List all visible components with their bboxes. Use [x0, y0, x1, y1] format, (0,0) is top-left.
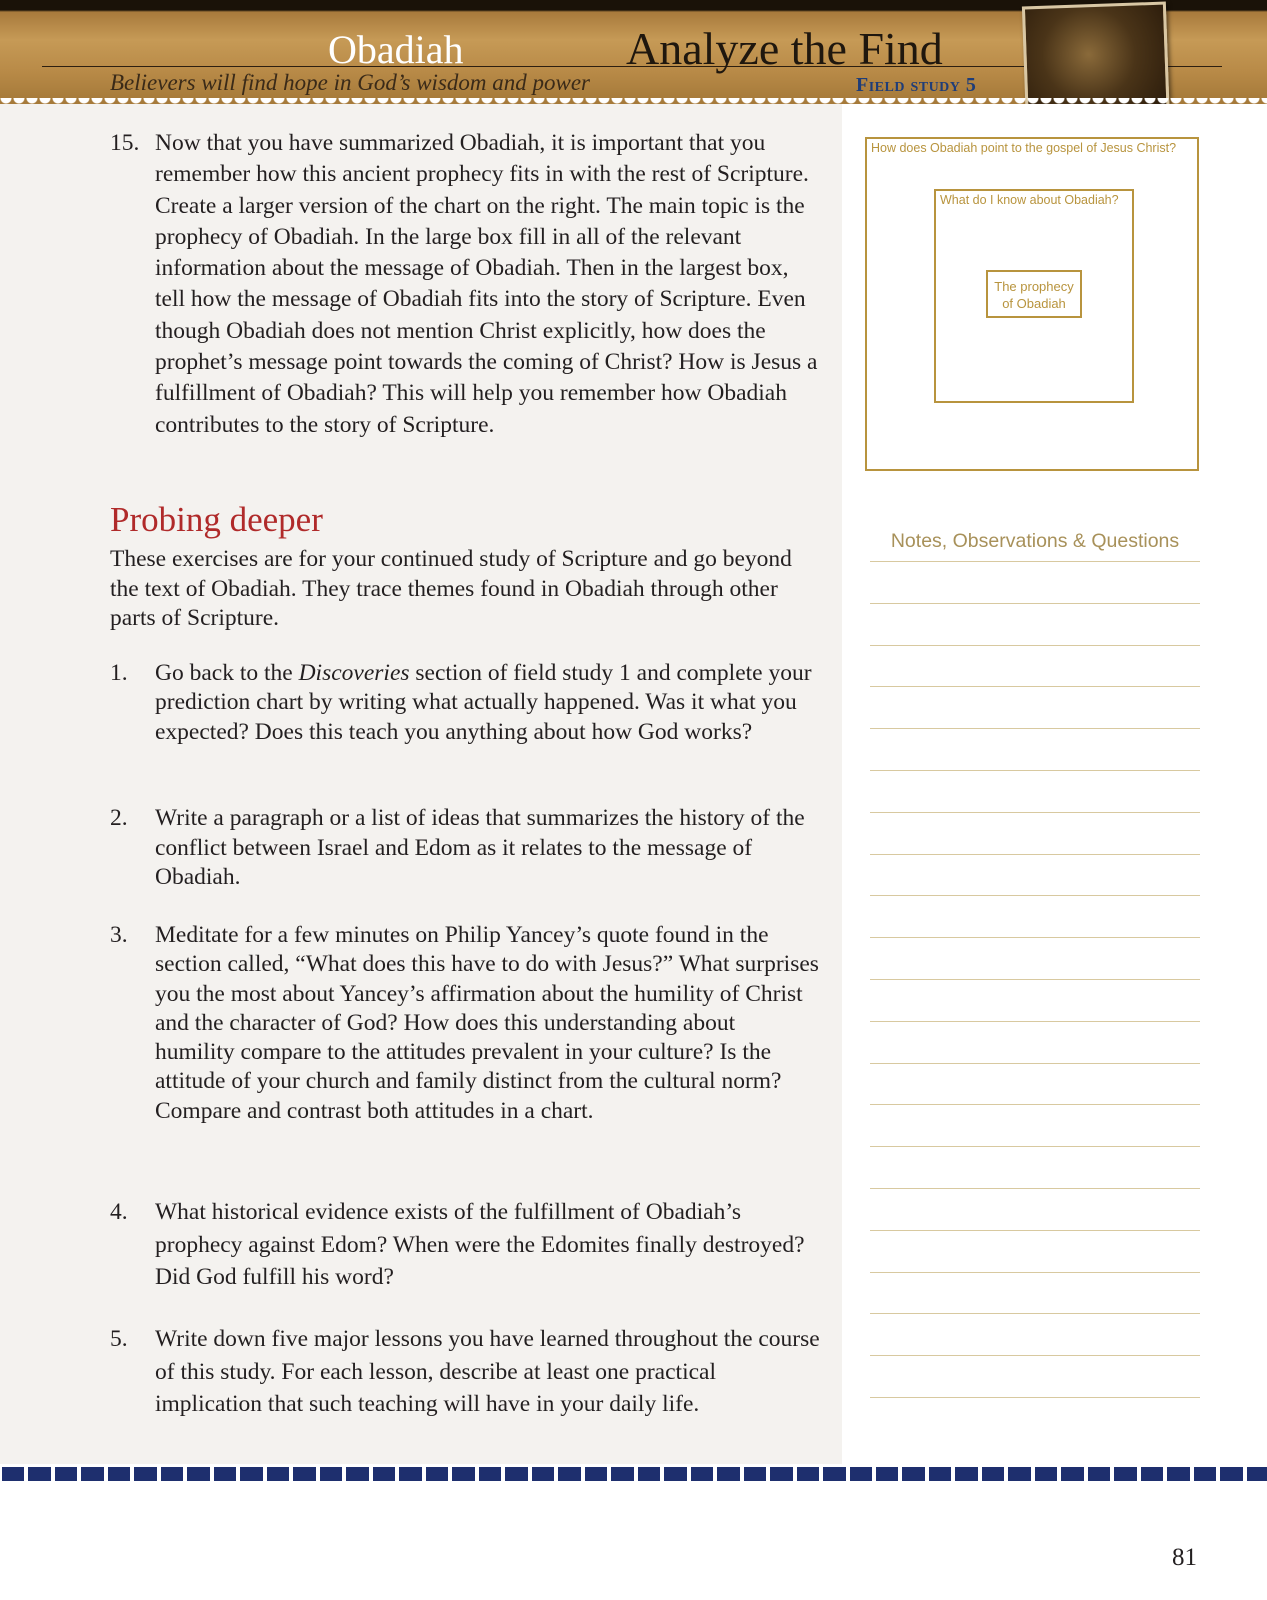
- note-line: [870, 937, 1200, 938]
- notes-title: Notes, Observations & Questions: [890, 530, 1180, 552]
- probing-intro: These exercises are for your continued study of Scripture and go beyond the text of Obadiah. They trace themes found in Obadiah through other parts of Scripture.: [110, 546, 792, 631]
- note-line: [870, 812, 1200, 813]
- note-line: [870, 854, 1200, 855]
- exercise-number: 4.: [110, 1199, 128, 1225]
- footer-dash-border: [0, 1467, 1267, 1483]
- header-photo: [1022, 2, 1170, 104]
- dash-segment: [902, 1467, 924, 1481]
- dash-segment: [214, 1467, 236, 1481]
- note-line: [870, 603, 1200, 604]
- chart-inner-box: [986, 270, 1082, 318]
- note-line: [870, 770, 1200, 771]
- note-line: [870, 1272, 1200, 1273]
- note-line: [870, 895, 1200, 896]
- dash-segment: [55, 1467, 77, 1481]
- note-line: [870, 1313, 1200, 1314]
- dash-segment: [876, 1467, 898, 1481]
- dash-segment: [770, 1467, 792, 1481]
- dash-segment: [1114, 1467, 1136, 1481]
- dash-segment: [399, 1467, 421, 1481]
- dash-segment: [479, 1467, 501, 1481]
- dash-segment: [187, 1467, 209, 1481]
- exercise-number: 2.: [110, 805, 128, 831]
- dash-segment: [134, 1467, 156, 1481]
- dash-segment: [293, 1467, 315, 1481]
- note-line: [870, 1230, 1200, 1231]
- exercise-text: Write a paragraph or a list of ideas that summarizes the history of the conflict between Israel and Edom as it relates to the message of Obadiah.: [155, 805, 805, 890]
- note-line: [870, 1063, 1200, 1064]
- dash-segment: [717, 1467, 739, 1481]
- dash-segment: [505, 1467, 527, 1481]
- probing-deeper-heading: Probing deeper: [110, 500, 323, 539]
- exercise-item: [110, 1323, 820, 1421]
- dash-segment: [426, 1467, 448, 1481]
- question-text: Now that you have summarized Obadiah, it is important that you remember how this ancient prophecy fits in with the rest of Scripture. Create a larger version of the chart on the right. The main topic is the prophecy of Obadiah. In the large box fill in all of the relevant information about the message of Obadiah. Then in the largest box, tell how the message of Obadiah fits into the story of Scripture. Even though Obadiah does not mention Christ explicitly, how does the prophet’s message point towards the coming of Christ? How is Jesus a fulfillment of Obadiah? This will help you remember how Obadiah contributes to the story of Scripture.: [155, 130, 818, 438]
- dash-segment: [1220, 1467, 1242, 1481]
- exercise-text: What historical evidence exists of the fulfillment of Obadiah’s prophecy against Edom? When were the Edomites finally destroyed? Did God fulfill his word?: [155, 1199, 805, 1290]
- note-line: [870, 561, 1200, 562]
- dash-segment: [982, 1467, 1004, 1481]
- exercise-text: Go back to the Discoveries section of field study 1 and complete your prediction chart by writing what actually happened. Was it what you expected? Does this teach you anything about how God works?: [155, 660, 812, 745]
- dash-segment: [108, 1467, 130, 1481]
- question-15: [110, 128, 820, 441]
- dash-segment: [664, 1467, 686, 1481]
- note-line: [870, 1021, 1200, 1022]
- dash-segment: [1167, 1467, 1189, 1481]
- dash-segment: [28, 1467, 50, 1481]
- dash-segment: [320, 1467, 342, 1481]
- dash-segment: [558, 1467, 580, 1481]
- dash-segment: [1247, 1467, 1267, 1481]
- dash-segment: [161, 1467, 183, 1481]
- dash-segment: [532, 1467, 554, 1481]
- note-line: [870, 686, 1200, 687]
- note-line: [870, 1188, 1200, 1189]
- dash-segment: [797, 1467, 819, 1481]
- dash-segment: [1008, 1467, 1030, 1481]
- dash-segment: [346, 1467, 368, 1481]
- exercise-text: Write down five major lessons you have learned throughout the course of this study. For each lesson, describe at least one practical implication that such teaching will have in your daily life.: [155, 1326, 820, 1417]
- exercise-number: 5.: [110, 1326, 128, 1352]
- dash-segment: [611, 1467, 633, 1481]
- dash-segment: [850, 1467, 872, 1481]
- note-line: [870, 1397, 1200, 1398]
- dash-segment: [929, 1467, 951, 1481]
- chart-outer-label: How does Obadiah point to the gospel of Jesus Christ?: [871, 141, 1177, 155]
- dash-segment: [1194, 1467, 1216, 1481]
- exercise-item: [110, 1196, 820, 1294]
- chart-inner-label: The prophecy of Obadiah: [994, 279, 1074, 311]
- exercise-text: Meditate for a few minutes on Philip Yancey’s quote found in the section called, “What does this have to do with Jesus?” What surprises you the most about Yancey’s affirmation about the humility of Christ and the character of God? How does this understanding about humility compare to the attitudes prevalent in your culture? Is the attitude of your church and family distinct from the cultural norm? Compare and contrast both attitudes in a chart.: [155, 922, 819, 1124]
- note-line: [870, 1104, 1200, 1105]
- question-number: 15.: [110, 130, 140, 156]
- dash-segment: [1088, 1467, 1110, 1481]
- exercise-number: 3.: [110, 922, 128, 948]
- dash-segment: [744, 1467, 766, 1481]
- dash-segment: [1061, 1467, 1083, 1481]
- chart-middle-label: What do I know about Obadiah?: [940, 193, 1119, 207]
- header-banner: [0, 0, 1267, 104]
- dash-segment: [691, 1467, 713, 1481]
- dash-segment: [81, 1467, 103, 1481]
- dash-segment: [240, 1467, 262, 1481]
- dash-segment: [955, 1467, 977, 1481]
- section-title: Analyze the Find: [626, 23, 943, 74]
- dash-segment: [585, 1467, 607, 1481]
- page-number: 81: [1172, 1544, 1197, 1571]
- note-line: [870, 728, 1200, 729]
- dash-segment: [823, 1467, 845, 1481]
- field-study-label: Field study 5: [856, 74, 977, 96]
- dash-segment: [452, 1467, 474, 1481]
- note-line: [870, 1146, 1200, 1147]
- book-title: Obadiah: [328, 27, 464, 72]
- dash-segment: [1141, 1467, 1163, 1481]
- dash-segment: [1035, 1467, 1057, 1481]
- dash-segment: [638, 1467, 660, 1481]
- book-subtitle: Believers will find hope in God’s wisdom and power: [110, 70, 591, 95]
- exercise-item: [110, 804, 820, 893]
- note-line: [870, 645, 1200, 646]
- exercise-item: [110, 659, 820, 747]
- exercise-item: [110, 921, 820, 1126]
- exercise-number: 1.: [110, 660, 128, 686]
- note-line: [870, 979, 1200, 980]
- note-line: [870, 1355, 1200, 1356]
- dash-segment: [2, 1467, 24, 1481]
- dash-segment: [373, 1467, 395, 1481]
- dash-segment: [267, 1467, 289, 1481]
